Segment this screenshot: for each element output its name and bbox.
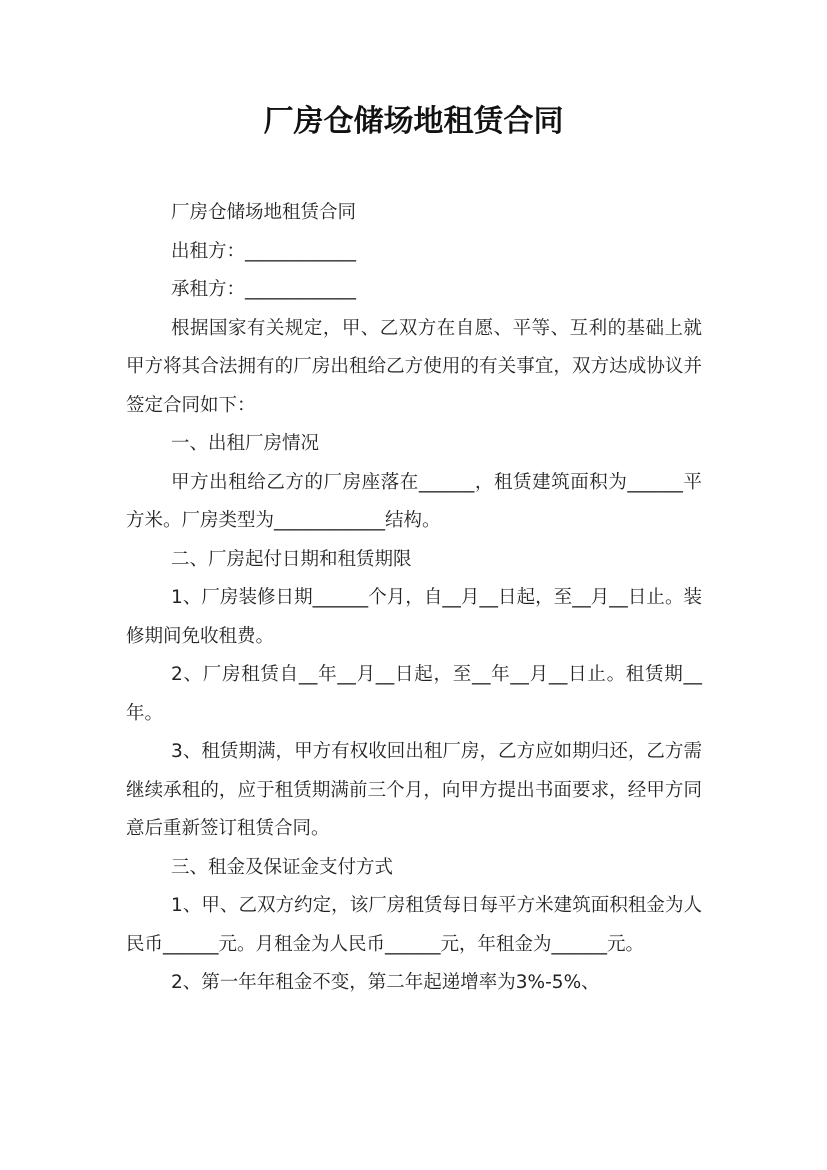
clause-3-1: 1、甲、乙双方约定，该厂房租赁每日每平方米建筑面积租金为人民币______元。月租金为人民币______元，年租金为______元。 xyxy=(126,895,702,955)
section-heading-3: 三、租金及保证金支付方式 xyxy=(171,856,394,878)
paragraph-lessor: 出租方：____________ xyxy=(171,240,357,262)
document-body xyxy=(126,194,702,1003)
section-heading-2: 二、厂房起付日期和租赁期限 xyxy=(171,548,412,570)
clause-2-3: 3、租赁期满，甲方有权收回出租厂房，乙方应如期归还，乙方需继续承租的，应于租赁期满前三个月，向甲方提出书面要求，经甲方同意后重新签订租赁合同。 xyxy=(126,741,702,839)
document-title: 厂房仓储场地租赁合同 xyxy=(263,104,564,139)
clause-3-2: 2、第一年年租金不变，第二年起递增率为3%-5%、 xyxy=(171,972,600,993)
paragraph-factory-info: 甲方出租给乙方的厂房座落在______，租赁建筑面积为______平方米。厂房类型为____________结构。 xyxy=(126,471,702,531)
paragraph-subtitle: 厂房仓储场地租赁合同 xyxy=(171,202,357,223)
paragraph-lessee: 承租方：____________ xyxy=(171,279,357,300)
clause-2-2: 2、厂房租赁自__年__月__日起，至__年__月__日止。租赁期__年。 xyxy=(126,664,702,724)
section-heading-1: 一、出租厂房情况 xyxy=(171,433,320,454)
clause-2-1: 1、厂房装修日期______个月，自__月__日起，至__月__日止。装修期间免收租费。 xyxy=(126,587,702,647)
paragraph-preamble: 根据国家有关规定，甲、乙双方在自愿、平等、互利的基础上就甲方将其合法拥有的厂房出租给乙方使用的有关事宜，双方达成协议并签定合同如下： xyxy=(126,317,702,416)
